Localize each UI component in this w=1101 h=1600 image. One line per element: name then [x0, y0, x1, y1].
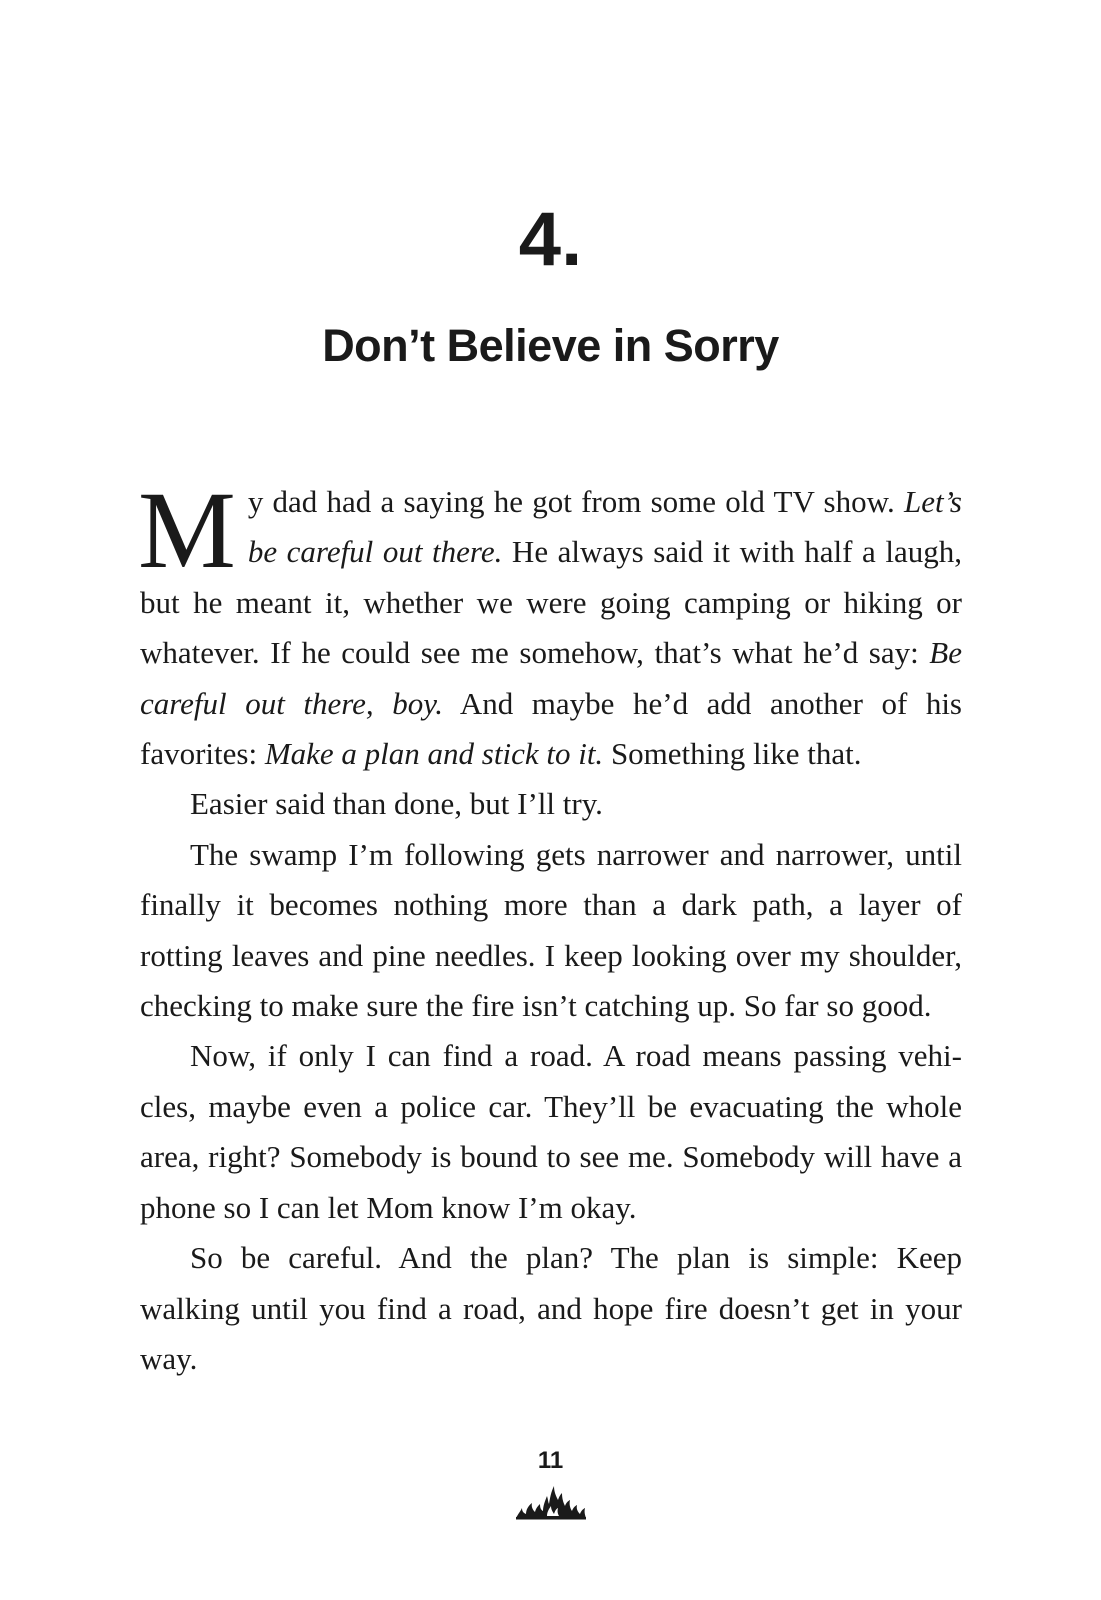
page-number: 11 [537, 1447, 564, 1474]
paragraph-1-text-4: Something like that. [603, 736, 862, 772]
italic-quote-3: Make a plan and stick to it. [264, 736, 604, 772]
paragraph-1-text-1: y dad had a saying he got from some old TV show. [247, 484, 904, 519]
paragraph-2: Easier said than done, but I’ll try. [190, 786, 603, 822]
chapter-title: Don’t Believe in Sorry [322, 320, 779, 371]
paragraph-1-text-2: He always said it with half a laugh, but he meant it, whether we were going camping or hiking or whatever. If he could see me somehow, that’s what he’d say: [140, 534, 962, 671]
paragraph-3: The swamp I’m following gets narrower and narrower, until finally it becomes nothing more than a dark path, a layer of rotting leaves and pine needles. I keep looking over my shoulder, checking to make sure the fire isn’t catching up. So far so good. [140, 836, 962, 1024]
chapter-number: 4. [518, 197, 583, 282]
chapter-body [138, 469, 962, 1384]
italic-quote-1: Let’s be careful out there. [247, 484, 962, 570]
italic-quote-2: Be careful out there, boy. [140, 635, 962, 721]
paragraph-1-text-3: And maybe he’d add another of his favorites: [140, 685, 962, 772]
flame-icon [514, 1484, 588, 1520]
paragraph-1 [138, 469, 962, 779]
paragraph-5: So be careful. And the plan? The plan is simple: Keep walking until you find a road, and hope fire doesn’t get in your way. [140, 1240, 962, 1376]
drop-cap: M [138, 469, 236, 591]
paragraph-4: Now, if only I can find a road. A road means passing vehi-cles, maybe even a police car. They’ll be evacuating the whole area, right? Somebody is bound to see me. Somebody will have a phone so I can let Mom know I’m okay. [140, 1038, 962, 1225]
